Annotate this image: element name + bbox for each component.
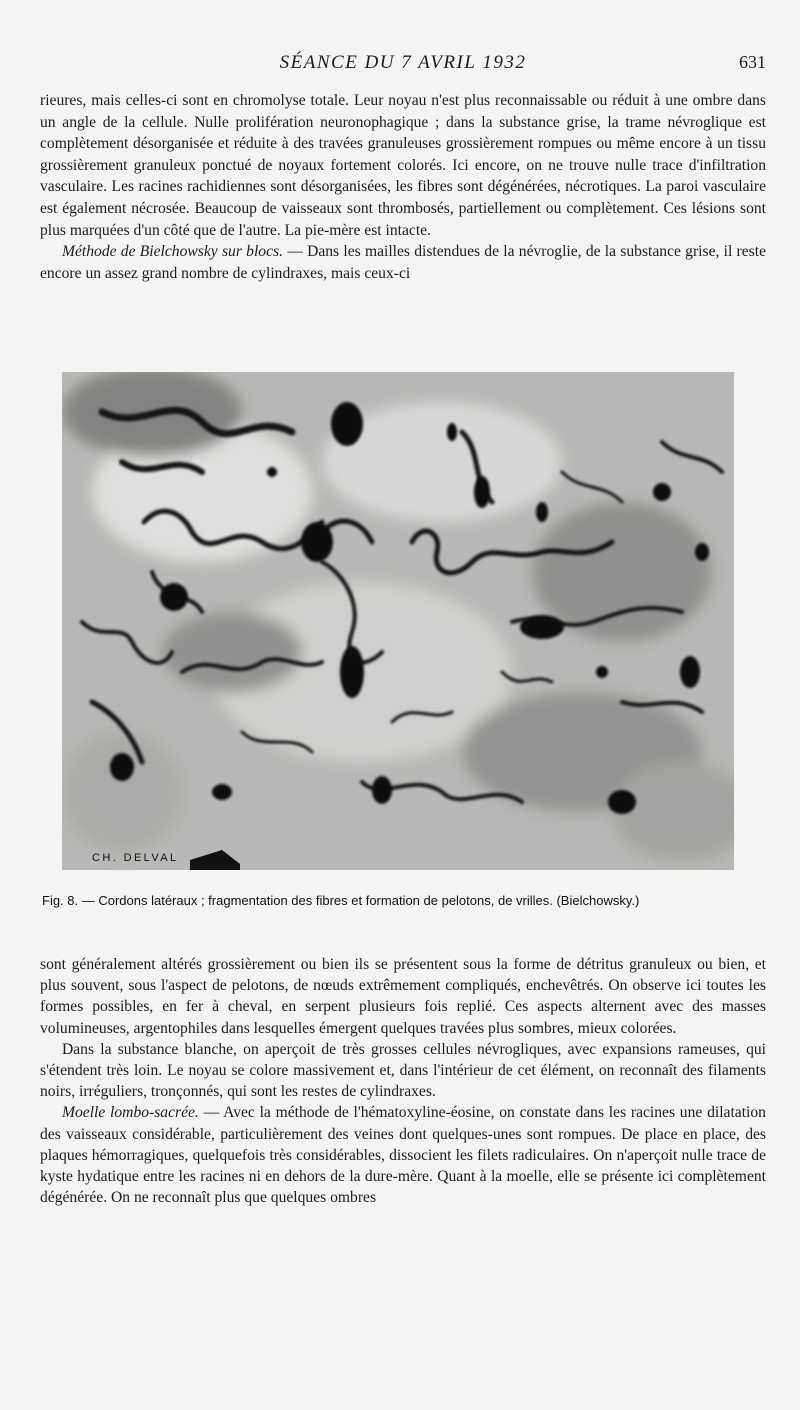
illustrator-credit: CH. DELVAL (92, 852, 179, 864)
paragraph-text: — Dans les mailles distendues de la névroglie, de la substance grise, il reste encore un assez grand nombre de cylindraxes, mais ceux-ci (40, 243, 766, 282)
paragraph-continuation (40, 954, 766, 1039)
page-number: 631 (739, 52, 766, 72)
paragraph-text: Dans la substance blanche, on aperçoit de très grosses cellules névrogliques, avec expansions rameuses, qui s'étendent très loin. Le noyau se colore massivement et, dans l'intérieur de cet élément, on reconnaît des filaments noirs, irréguliers, tronçonnés, qui sont les restes de cylindraxes. (40, 1040, 766, 1101)
paragraph-white-matter (40, 1039, 766, 1103)
paragraph-lumbosacral-cord (40, 1102, 766, 1208)
paragraph-continuation (40, 90, 766, 241)
paragraph-text: — Avec la méthode de l'hématoxyline-éosine, on constate dans les racines une dilatation des vaisseaux considérable, particulièrement des veines dont quelques-unes sont rompues. De place en place, des plaques hémorragiques, quelquefois très considérables, dissocient les filets radiculaires. On n'aperçoit nulle trace de kyste hydatique entre les racines ni en dehors de la dure-mère. Quant à la moelle, elle se présente ici complètement dégénérée. On ne reconnaît plus que quelques ombres (40, 1104, 766, 1207)
body-text-bottom (40, 954, 766, 1208)
paragraph-text: rieures, mais celles-ci sont en chromolyse totale. Leur noyau n'est plus reconnaissable ou réduit à une ombre dans un angle de la cellule. Nulle prolifération neuronophagique ; dans la substance grise, la trame névroglique est complètement désorganisée et réduite à des travées granuleuses grossièrement rompues ou même encore à un tissu grossièrement granuleux ponctué de noyaux fortement colorés. Ici encore, on ne trouve nulle trace d'infiltration vasculaire. Les racines rachidiennes sont désorganisées, les fibres sont dégénérées, nécrotiques. La paroi vasculaire est également nécrosée. Beaucoup de vaisseaux sont thrombosés, partiellement ou complètement. Ces lésions sont plus marquées d'un côté que de l'autre. La pie-mère est intacte. (40, 92, 766, 239)
body-text-top (40, 90, 766, 284)
running-title: SÉANCE DU 7 AVRIL 1932 (279, 52, 527, 73)
page-header (40, 52, 766, 76)
micrograph-figure (62, 372, 734, 870)
section-lead: Moelle lombo-sacrée. (62, 1104, 204, 1122)
section-lead: Méthode de Bielchowsky sur blocs. (62, 243, 288, 261)
micrograph-image (62, 372, 734, 870)
paragraph-text: sont généralement altérés grossièrement ou bien ils se présentent sous la forme de détritus granuleux ou bien, et plus souvent, sous l'aspect de pelotons, de nœuds extrêmement compliqués, enchevêtrés. On observe ici toutes les formes possibles, en fer à cheval, en serpent plusieurs fois replié. Ces aspects alternent avec des masses volumineuses, argentophiles dans lesquelles émergent quelques travées plus sombres, mieux colorées. (40, 956, 766, 1037)
paragraph-bielchowsky-method (40, 241, 766, 284)
figure-caption: Fig. 8. — Cordons latéraux ; fragmentation des fibres et formation de pelotons, de vrilles. (Bielchowsky.) (42, 893, 640, 908)
